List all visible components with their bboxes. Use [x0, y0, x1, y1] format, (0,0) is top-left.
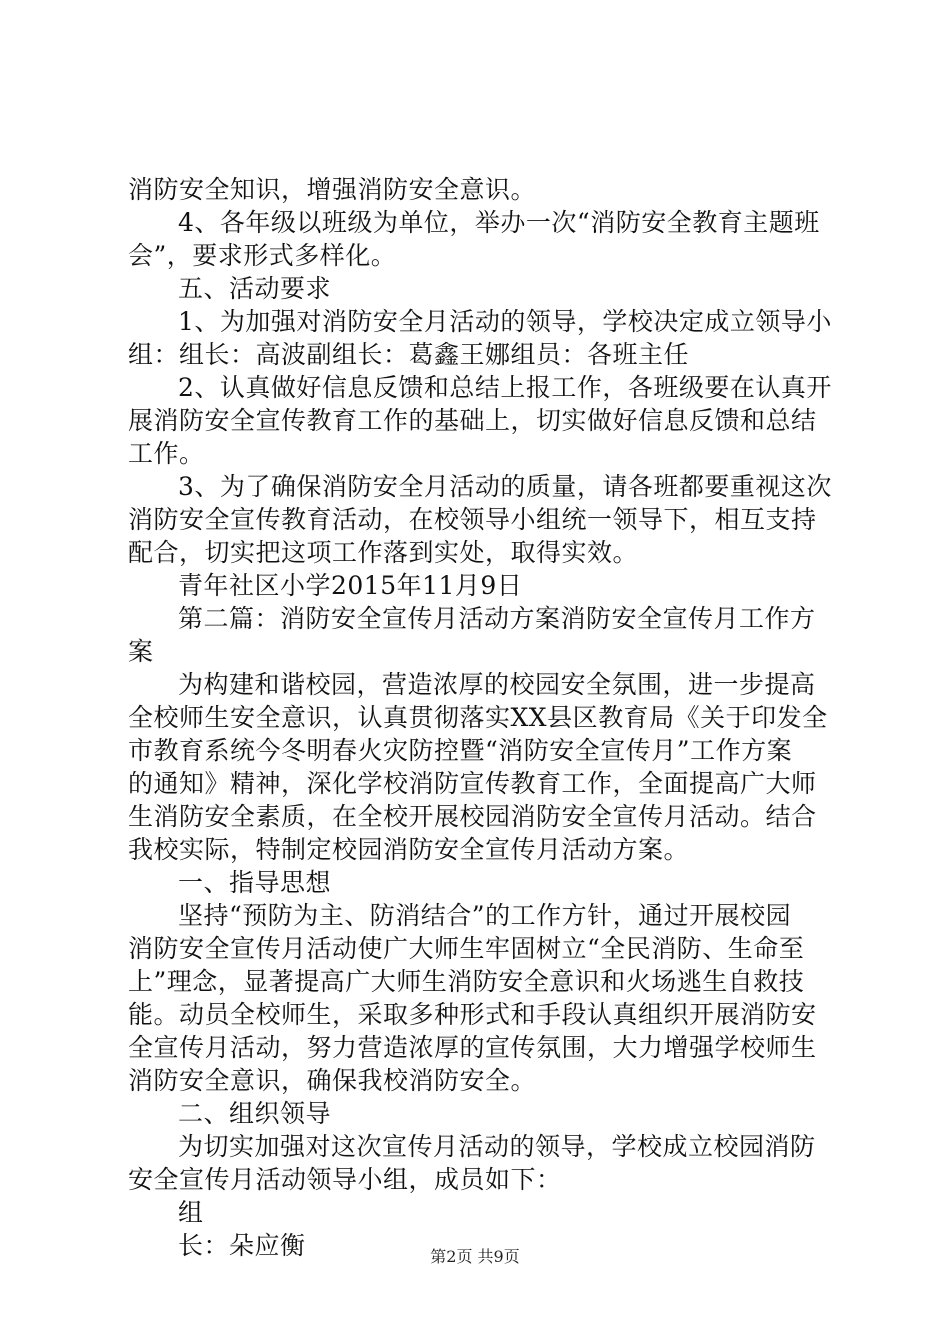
page-number: 第2页 共9页: [430, 1247, 520, 1266]
text-line: 组：组长：高波副组长：葛鑫王娜组员：各班主任: [128, 340, 690, 369]
text-line: 长：朵应衡: [178, 1231, 306, 1260]
text-line: 坚持“预防为主、防消结合”的工作方针，通过开展校园: [178, 901, 792, 930]
text-line: 为切实加强对这次宣传月活动的领导，学校成立校园消防: [178, 1132, 816, 1161]
text-line: 消防安全意识，确保我校消防安全。: [128, 1066, 537, 1095]
text-line: 上”理念，显著提高广大师生消防安全意识和火场逃生自救技: [128, 967, 805, 996]
text-line: 市教育系统今冬明春火灾防控暨“消防安全宣传月”工作方案: [128, 736, 793, 765]
section-heading: 一、指导思想: [178, 868, 332, 897]
text-line: 全校师生安全意识，认真贯彻落实XX县区教育局《关于印发全: [128, 703, 828, 732]
text-line: 为构建和谐校园，营造浓厚的校园安全氛围，进一步提高: [178, 670, 816, 699]
text-line: 会”，要求形式多样化。: [128, 241, 397, 270]
text-line: 消防安全宣传教育活动，在校领导小组统一领导下，相互支持: [128, 505, 817, 534]
text-line: 组: [178, 1198, 204, 1227]
section-heading: 二、组织领导: [178, 1099, 332, 1128]
text-line: 消防安全宣传月活动使广大师生牢固树立“全民消防、生命至: [128, 934, 805, 963]
text-line: 1、为加强对消防安全月活动的领导，学校决定成立领导小: [178, 307, 832, 336]
text-line: 生消防安全素质，在全校开展校园消防安全宣传月活动。结合: [128, 802, 817, 831]
text-line: 我校实际，特制定校园消防安全宣传月活动方案。: [128, 835, 690, 864]
chapter-title: 第二篇：消防安全宣传月活动方案消防安全宣传月工作方: [178, 604, 816, 633]
text-line: 4、各年级以班级为单位，举办一次“消防安全教育主题班: [178, 208, 820, 237]
text-line: 展消防安全宣传教育工作的基础上，切实做好信息反馈和总结: [128, 406, 817, 435]
text-line: 2、认真做好信息反馈和总结上报工作，各班级要在认真开: [178, 373, 832, 402]
text-line: 安全宣传月活动领导小组，成员如下：: [128, 1165, 562, 1194]
text-line: 3、为了确保消防安全月活动的质量，请各班都要重视这次: [178, 472, 832, 501]
chapter-title-continued: 案: [128, 637, 154, 666]
text-line: 消防安全知识，增强消防安全意识。: [128, 175, 537, 204]
section-heading: 五、活动要求: [178, 274, 332, 303]
text-line: 工作。: [128, 439, 205, 468]
text-line: 的通知》精神，深化学校消防宣传教育工作，全面提高广大师: [128, 769, 817, 798]
text-line: 能。动员全校师生，采取多种形式和手段认真组织开展消防安: [128, 1000, 817, 1029]
signature-date-line: 青年社区小学2015年11月9日: [178, 571, 523, 600]
text-line: 配合，切实把这项工作落到实处，取得实效。: [128, 538, 639, 567]
text-line: 全宣传月活动，努力营造浓厚的宣传氛围，大力增强学校师生: [128, 1033, 817, 1062]
